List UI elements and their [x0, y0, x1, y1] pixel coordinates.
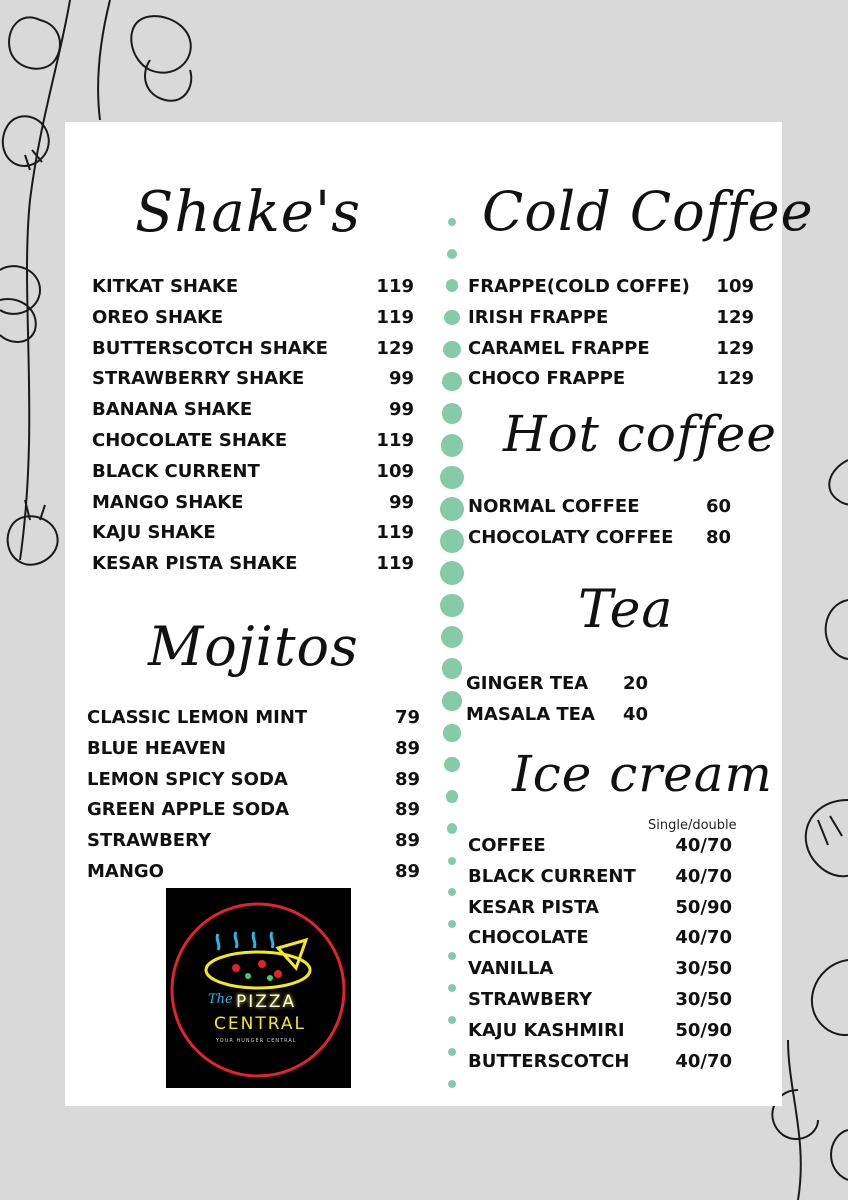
divider-dot: [441, 434, 463, 456]
item-name: KAJU SHAKE: [92, 522, 216, 544]
menu-item: [92, 338, 414, 362]
item-name: MANGO: [87, 861, 164, 882]
menu-item: [92, 553, 414, 577]
logo-brand-line1: PIZZA: [236, 992, 297, 1012]
divider-dot: [448, 218, 456, 226]
section-title-ice-cream: Ice cream: [512, 745, 773, 803]
logo-brand-line2: CENTRAL: [214, 1014, 306, 1034]
menu-item: [468, 989, 732, 1013]
menu-item: [92, 522, 414, 546]
divider-dot: [447, 823, 458, 834]
divider-dot: [440, 466, 463, 489]
item-name: KESAR PISTA: [468, 896, 599, 918]
item-name: GREEN APPLE SODA: [87, 799, 290, 821]
item-price: 89: [394, 830, 420, 852]
menu-item: [468, 866, 732, 890]
item-name: BANANA SHAKE: [92, 399, 253, 421]
divider-dot: [442, 372, 461, 391]
item-price: 60: [705, 496, 731, 517]
menu-item: [87, 830, 420, 854]
item-price: 119: [376, 430, 414, 451]
menu-item: [468, 958, 732, 982]
item-name: KAJU KASHMIRI: [468, 1019, 625, 1041]
item-name: KESAR PISTA SHAKE: [92, 553, 298, 575]
menu-item: [92, 430, 414, 454]
menu-item: [87, 738, 420, 762]
divider-dot: [443, 341, 460, 358]
item-name: CHOCOLATE: [468, 927, 589, 949]
menu-item: [466, 673, 648, 697]
logo-tagline: YOUR HUNGER CENTRAL: [216, 1038, 297, 1044]
pizza-central-logo: [166, 888, 351, 1088]
item-price: 119: [376, 522, 414, 544]
menu-item: [468, 276, 754, 300]
divider-dot: [448, 1080, 456, 1088]
menu-item: [92, 461, 414, 485]
item-price: 129: [716, 368, 754, 390]
menu-item: [468, 1051, 732, 1075]
menu-item: [87, 707, 420, 731]
menu-item: [468, 307, 754, 331]
item-name: BLACK CURRENT: [468, 865, 636, 887]
item-price: 40/70: [675, 865, 732, 887]
item-name: CARAMEL FRAPPE: [468, 337, 650, 359]
item-name: MASALA TEA: [466, 703, 595, 725]
item-name: CHOCO FRAPPE: [468, 368, 626, 390]
item-price: 99: [388, 368, 414, 390]
item-price: 30/50: [675, 989, 732, 1010]
item-price: 50/90: [675, 896, 732, 918]
item-price: 80: [705, 526, 731, 548]
menu-item: [87, 861, 420, 885]
section-title-tea: Tea: [578, 580, 674, 640]
item-price: 119: [376, 276, 414, 297]
item-name: KITKAT SHAKE: [92, 276, 239, 297]
item-price: 50/90: [675, 1019, 732, 1041]
menu-item: [468, 368, 754, 392]
item-name: BUTTERSCOTCH SHAKE: [92, 337, 328, 359]
item-name: CHOCOLATE SHAKE: [92, 430, 288, 451]
menu-item: [92, 492, 414, 516]
item-name: LEMON SPICY SODA: [87, 768, 288, 790]
item-price: 79: [394, 707, 420, 728]
item-price: 99: [388, 399, 414, 421]
menu-item: [468, 527, 731, 551]
menu-item: [468, 927, 732, 951]
item-price: 40/70: [675, 1050, 732, 1072]
size-note: Single/double: [648, 818, 737, 833]
menu-item: [92, 276, 414, 300]
menu-item: [468, 1020, 732, 1044]
item-price: 89: [394, 768, 420, 790]
item-price: 119: [376, 306, 414, 328]
item-name: STRAWBERY: [468, 989, 593, 1010]
item-price: 40: [622, 703, 648, 725]
item-price: 119: [376, 553, 414, 575]
item-name: VANILLA: [468, 958, 554, 980]
neon-pizza-icon: [166, 888, 351, 1088]
item-price: 129: [716, 306, 754, 328]
item-name: CHOCOLATY COFFEE: [468, 526, 674, 548]
section-title-mojitos: Mojitos: [148, 615, 359, 678]
divider-dot: [443, 724, 460, 741]
item-price: 20: [622, 673, 648, 694]
item-name: STRAWBERY: [87, 830, 212, 852]
item-price: 89: [394, 799, 420, 821]
divider-dot: [444, 757, 459, 772]
section-title-shakes: Shake's: [135, 180, 362, 245]
item-price: 30/50: [675, 958, 732, 980]
item-price: 89: [394, 861, 420, 882]
divider-dot: [440, 497, 464, 521]
item-price: 129: [376, 337, 414, 359]
menu-item: [468, 897, 732, 921]
logo-script-text: The: [208, 992, 233, 1007]
item-price: 89: [394, 737, 420, 759]
item-name: BLUE HEAVEN: [87, 737, 227, 759]
item-price: 99: [388, 491, 414, 513]
menu-item: [87, 769, 420, 793]
menu-item: [92, 307, 414, 331]
menu-item: [92, 399, 414, 423]
item-price: 129: [716, 337, 754, 359]
section-title-cold-coffee: Cold Coffee: [482, 180, 814, 243]
divider-dot: [440, 594, 463, 617]
divider-dot: [448, 1048, 456, 1056]
divider-dot: [448, 857, 456, 865]
menu-item: [87, 799, 420, 823]
item-price: 109: [376, 460, 414, 482]
divider-dot: [444, 310, 459, 325]
item-name: BUTTERSCOTCH: [468, 1050, 630, 1072]
item-name: MANGO SHAKE: [92, 491, 244, 513]
item-name: CLASSIC LEMON MINT: [87, 707, 308, 728]
item-name: OREO SHAKE: [92, 306, 224, 328]
menu-item: [468, 835, 732, 859]
menu-item: [466, 704, 648, 728]
divider-dot: [440, 561, 464, 585]
menu-item: [468, 496, 731, 520]
menu-item: [468, 338, 754, 362]
item-name: FRAPPE(COLD COFFE): [468, 276, 690, 297]
item-name: COFFEE: [468, 835, 546, 856]
item-name: BLACK CURRENT: [92, 460, 260, 482]
item-price: 40/70: [675, 927, 732, 949]
item-name: NORMAL COFFEE: [468, 496, 640, 517]
item-price: 109: [716, 276, 754, 297]
menu-item: [92, 368, 414, 392]
item-price: 40/70: [675, 835, 732, 856]
section-title-hot-coffee: Hot coffee: [503, 405, 777, 463]
item-name: IRISH FRAPPE: [468, 306, 609, 328]
item-name: STRAWBERRY SHAKE: [92, 368, 305, 390]
divider-dot: [442, 691, 461, 710]
item-name: GINGER TEA: [466, 673, 589, 694]
